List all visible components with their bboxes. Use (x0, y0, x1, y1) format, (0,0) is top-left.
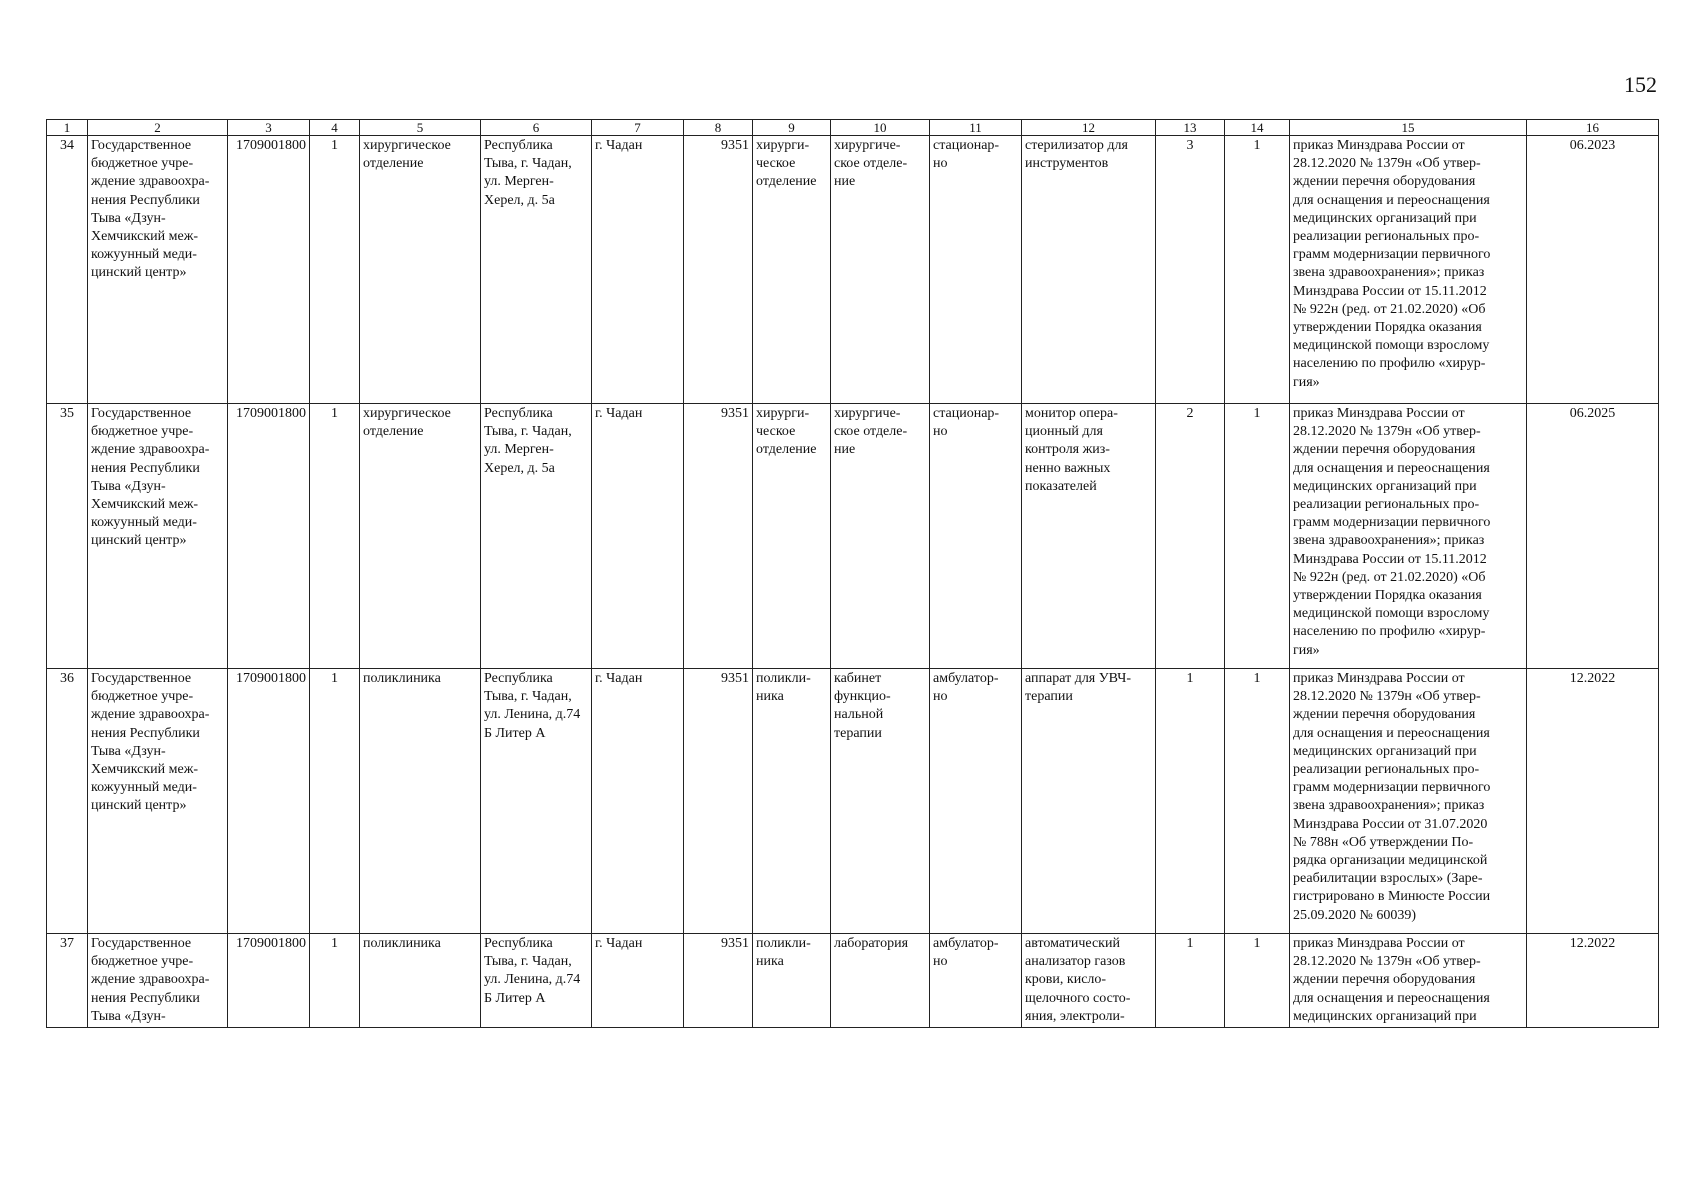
row-number: 36 (47, 669, 88, 934)
address-cell: Республика Тыва, г. Чадан, ул. Мерген- Херел, д. 5а (481, 136, 592, 404)
column-header: 9 (753, 120, 831, 136)
column-header: 16 (1527, 120, 1659, 136)
column-4-cell: 1 (310, 404, 360, 669)
date-cell: 06.2025 (1527, 404, 1659, 669)
date-cell: 12.2022 (1527, 669, 1659, 934)
city-cell: г. Чадан (592, 934, 684, 1028)
equipment-cell: стерилизатор для инструментов (1022, 136, 1156, 404)
unit-cell: поликлиника (360, 669, 481, 934)
address-cell: Республика Тыва, г. Чадан, ул. Ленина, д.74 Б Литер А (481, 669, 592, 934)
mode-cell: амбулатор- но (930, 934, 1022, 1028)
unit-cell: поликлиника (360, 934, 481, 1028)
mode-cell: амбулатор- но (930, 669, 1022, 934)
column-4-cell: 1 (310, 669, 360, 934)
department-cell: поликли- ника (753, 669, 831, 934)
room-cell: хирургиче- ское отделе- ние (831, 404, 930, 669)
code-cell: 1709001800 (228, 136, 310, 404)
unit-cell: хирургическое отделение (360, 404, 481, 669)
department-cell: хирурги- ческое отделение (753, 404, 831, 669)
page-number: 152 (1624, 72, 1657, 97)
table-row (47, 136, 1659, 404)
column-header: 8 (684, 120, 753, 136)
date-cell: 06.2023 (1527, 136, 1659, 404)
column-header: 13 (1156, 120, 1225, 136)
column-13-cell: 1 (1156, 669, 1225, 934)
column-4-cell: 1 (310, 136, 360, 404)
city-cell: г. Чадан (592, 669, 684, 934)
organization-cell: Государственное бюджетное учре- ждение здравоохра- нения Республики Тыва «Дзун- Хемчикский меж- кожуунный меди- цинский центр» (88, 404, 228, 669)
table-row (47, 669, 1659, 934)
code-cell: 1709001800 (228, 934, 310, 1028)
column-14-cell: 1 (1225, 404, 1290, 669)
room-cell: кабинет функцио- нальной терапии (831, 669, 930, 934)
column-13-cell: 1 (1156, 934, 1225, 1028)
city-cell: г. Чадан (592, 136, 684, 404)
column-header: 15 (1290, 120, 1527, 136)
mode-cell: стационар- но (930, 404, 1022, 669)
address-cell: Республика Тыва, г. Чадан, ул. Мерген- Херел, д. 5а (481, 404, 592, 669)
column-header: 11 (930, 120, 1022, 136)
column-header: 10 (831, 120, 930, 136)
column-4-cell: 1 (310, 934, 360, 1028)
organization-cell: Государственное бюджетное учре- ждение здравоохра- нения Республики Тыва «Дзун- (88, 934, 228, 1028)
unit-cell: хирургическое отделение (360, 136, 481, 404)
legal-basis-cell: приказ Минздрава России от 28.12.2020 № 1379н «Об утвер- ждении перечня оборудования для оснащения и переоснащения медицинских организаций при (1290, 934, 1527, 1028)
room-cell: лаборатория (831, 934, 930, 1028)
department-cell: хирурги- ческое отделение (753, 136, 831, 404)
column-8-cell: 9351 (684, 669, 753, 934)
city-cell: г. Чадан (592, 404, 684, 669)
date-cell: 12.2022 (1527, 934, 1659, 1028)
address-cell: Республика Тыва, г. Чадан, ул. Ленина, д.74 Б Литер А (481, 934, 592, 1028)
row-number: 34 (47, 136, 88, 404)
column-14-cell: 1 (1225, 934, 1290, 1028)
legal-basis-cell: приказ Минздрава России от 28.12.2020 № 1379н «Об утвер- ждении перечня оборудования для оснащения и переоснащения медицинских организаций при реализации региональных про- грамм модернизации первичного звена здравоохранения»; приказ Минздрава России от 15.11.2012 № 922н (ред. от 21.02.2020) «Об утверждении Порядка оказания медицинской помощи взрослому населению по профилю «хирур- гия» (1290, 136, 1527, 404)
organization-cell: Государственное бюджетное учре- ждение здравоохра- нения Республики Тыва «Дзун- Хемчикский меж- кожуунный меди- цинский центр» (88, 669, 228, 934)
organization-cell: Государственное бюджетное учре- ждение здравоохра- нения Республики Тыва «Дзун- Хемчикский меж- кожуунный меди- цинский центр» (88, 136, 228, 404)
column-13-cell: 2 (1156, 404, 1225, 669)
table-row (47, 934, 1659, 1028)
equipment-cell: автоматический анализатор газов крови, кисло- щелочного состо- яния, электроли- (1022, 934, 1156, 1028)
mode-cell: стационар- но (930, 136, 1022, 404)
column-header: 7 (592, 120, 684, 136)
column-14-cell: 1 (1225, 136, 1290, 404)
column-number-row (47, 120, 1659, 136)
equipment-cell: монитор опера- ционный для контроля жиз- ненно важных показателей (1022, 404, 1156, 669)
row-number: 35 (47, 404, 88, 669)
column-header: 1 (47, 120, 88, 136)
legal-basis-cell: приказ Минздрава России от 28.12.2020 № 1379н «Об утвер- ждении перечня оборудования для оснащения и переоснащения медицинских организаций при реализации региональных про- грамм модернизации первичного звена здравоохранения»; приказ Минздрава России от 31.07.2020 № 788н «Об утверждении По- рядка организации медицинской реабилитации взрослых» (Заре- гистрировано в Минюсте России 25.09.2020 № 60039) (1290, 669, 1527, 934)
column-header: 14 (1225, 120, 1290, 136)
equipment-registry-table (46, 119, 1659, 1028)
code-cell: 1709001800 (228, 404, 310, 669)
column-header: 6 (481, 120, 592, 136)
column-8-cell: 9351 (684, 934, 753, 1028)
legal-basis-cell: приказ Минздрава России от 28.12.2020 № 1379н «Об утвер- ждении перечня оборудования для оснащения и переоснащения медицинских организаций при реализации региональных про- грамм модернизации первичного звена здравоохранения»; приказ Минздрава России от 15.11.2012 № 922н (ред. от 21.02.2020) «Об утверждении Порядка оказания медицинской помощи взрослому населению по профилю «хирур- гия» (1290, 404, 1527, 669)
equipment-cell: аппарат для УВЧ- терапии (1022, 669, 1156, 934)
code-cell: 1709001800 (228, 669, 310, 934)
column-8-cell: 9351 (684, 404, 753, 669)
column-header: 5 (360, 120, 481, 136)
column-13-cell: 3 (1156, 136, 1225, 404)
room-cell: хирургиче- ское отделе- ние (831, 136, 930, 404)
column-header: 3 (228, 120, 310, 136)
column-header: 12 (1022, 120, 1156, 136)
column-header: 4 (310, 120, 360, 136)
column-header: 2 (88, 120, 228, 136)
row-number: 37 (47, 934, 88, 1028)
department-cell: поликли- ника (753, 934, 831, 1028)
column-8-cell: 9351 (684, 136, 753, 404)
table-row (47, 404, 1659, 669)
column-14-cell: 1 (1225, 669, 1290, 934)
